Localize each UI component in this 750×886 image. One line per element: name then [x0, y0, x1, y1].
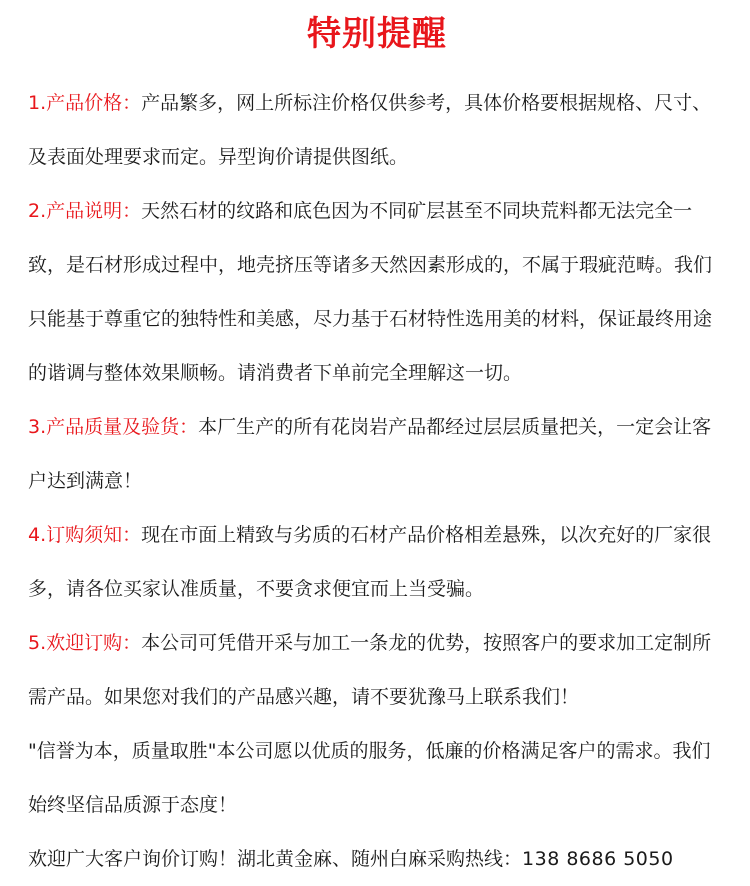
section-label: 1.产品价格： [28, 92, 142, 114]
section-quality [28, 400, 726, 508]
section-label: 4.订购须知： [28, 524, 142, 546]
section-ordering-notice [28, 508, 726, 616]
section-label: 5.欢迎订购： [28, 632, 142, 654]
contact-text: 欢迎广大客户询价订购！湖北黄金麻、随州白麻采购热线： [28, 848, 523, 870]
slogan-paragraph: "信誉为本，质量取胜"本公司愿以优质的服务，低廉的价格满足客户的需求。我们始终坚信品质源于态度！ [28, 740, 711, 816]
section-text: 本厂生产的所有花岗岩产品都经过层层质量把关，一定会让客户达到满意！ [28, 416, 712, 492]
section-text: 产品繁多，网上所标注价格仅供参考，具体价格要根据规格、尺寸、及表面处理要求而定。异型询价请提供图纸。 [28, 92, 712, 168]
section-text: 本公司可凭借开采与加工一条龙的优势，按照客户的要求加工定制所需产品。如果您对我们的产品感兴趣，请不要犹豫马上联系我们！ [28, 632, 712, 708]
contact-line [28, 832, 726, 886]
section-welcome [28, 616, 726, 724]
section-label: 3.产品质量及验货： [28, 416, 199, 438]
notice-content [28, 76, 726, 886]
section-label: 2.产品说明： [28, 200, 142, 222]
section-price [28, 76, 726, 184]
phone-number: 138 8686 5050 [522, 848, 674, 870]
section-text: 天然石材的纹路和底色因为不同矿层甚至不同块荒料都无法完全一致，是石材形成过程中，地壳挤压等诸多天然因素形成的，不属于瑕疵范畴。我们只能基于尊重它的独特性和美感，尽力基于石材特性选用美的材料，保证最终用途的谐调与整体效果顺畅。请消费者下单前完全理解这一切。 [28, 200, 713, 384]
section-description [28, 184, 726, 400]
page-title: 特别提醒 [307, 14, 447, 54]
section-text: 现在市面上精致与劣质的石材产品价格相差悬殊，以次充好的厂家很多，请各位买家认准质量，不要贪求便宜而上当受骗。 [28, 524, 712, 600]
